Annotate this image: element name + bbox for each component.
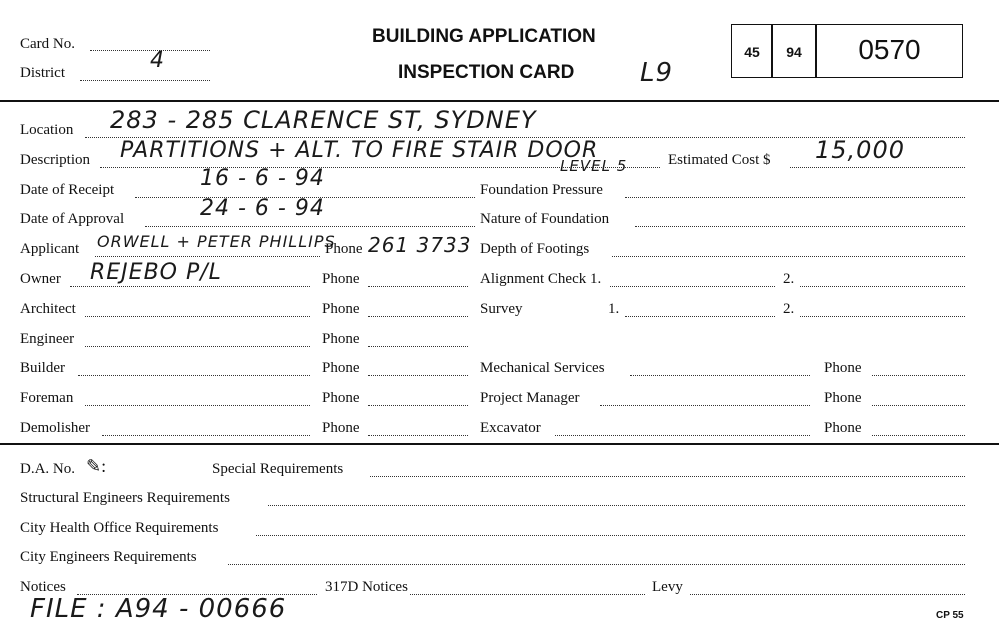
number-cell-3: 0570 [858, 34, 921, 65]
card-no-label: Card No. [20, 36, 75, 52]
survey-label: Survey [480, 301, 523, 317]
description-value: PARTITIONS + ALT. TO FIRE STAIR DOOR [120, 138, 599, 163]
survey-1: 1. [608, 301, 620, 317]
architect-phone-label: Phone [322, 301, 360, 317]
header-divider [0, 100, 999, 102]
owner-label: Owner [20, 271, 61, 287]
nature-foundation-label: Nature of Foundation [480, 211, 610, 227]
handwritten-code: L9 [640, 58, 674, 88]
approval-label: Date of Approval [20, 211, 125, 227]
mechanical-label: Mechanical Services [480, 360, 605, 376]
district-label: District [20, 65, 65, 81]
mechanical-phone-label: Phone [824, 360, 862, 376]
levy-label: Levy [652, 579, 683, 595]
special-label: Special Requirements [212, 461, 344, 477]
alignment-label: Alignment Check 1. [480, 271, 602, 287]
structural-label: Structural Engineers Requirements [20, 490, 230, 506]
depth-footings-label: Depth of Footings [480, 241, 590, 257]
foreman-label: Foreman [20, 390, 74, 406]
district-value: 4 [150, 48, 165, 73]
notices-label: Notices [20, 579, 66, 595]
location-value: 283 - 285 CLARENCE ST, SYDNEY [110, 106, 537, 134]
location-label: Location [20, 122, 74, 138]
title-line2: INSPECTION CARD [398, 62, 575, 83]
number-cell-2: 94 [786, 44, 802, 60]
project-manager-phone-label: Phone [824, 390, 862, 406]
excavator-label: Excavator [480, 420, 541, 436]
notices-317d-label: 317D Notices [325, 579, 408, 595]
demolisher-phone-label: Phone [322, 420, 360, 436]
receipt-value: 16 - 6 - 94 [200, 166, 325, 191]
applicant-label: Applicant [20, 241, 80, 257]
number-cell-1: 45 [744, 44, 760, 60]
applicant-value: ORWELL + PETER PHILLIPS [97, 232, 336, 251]
survey-2: 2. [783, 301, 795, 317]
excavator-phone-label: Phone [824, 420, 862, 436]
district-line [80, 80, 210, 81]
description-note: LEVEL 5 [560, 157, 628, 175]
project-manager-label: Project Manager [480, 390, 580, 406]
da-mark: ✎: [86, 456, 107, 476]
applicant-phone-label: Phone [325, 241, 363, 257]
description-label: Description [20, 152, 90, 168]
owner-value: REJEBO P/L [90, 260, 222, 285]
health-label: City Health Office Requirements [20, 520, 219, 536]
builder-phone-label: Phone [322, 360, 360, 376]
city-eng-label: City Engineers Requirements [20, 549, 197, 565]
title-line1: BUILDING APPLICATION [372, 26, 596, 47]
applicant-phone-value: 261 3733 [368, 233, 472, 257]
architect-label: Architect [20, 301, 76, 317]
foundation-pressure-label: Foundation Pressure [480, 182, 603, 198]
demolisher-label: Demolisher [20, 420, 90, 436]
alignment-2: 2. [783, 271, 795, 287]
approval-value: 24 - 6 - 94 [200, 196, 325, 221]
owner-phone-label: Phone [322, 271, 360, 287]
builder-label: Builder [20, 360, 65, 376]
receipt-label: Date of Receipt [20, 182, 115, 198]
file-number: FILE : A94 - 00666 [30, 594, 287, 624]
estimated-cost-value: 15,000 [815, 136, 905, 164]
engineer-phone-label: Phone [322, 331, 360, 347]
form-code: CP 55 [936, 610, 964, 621]
estimated-cost-label: Estimated Cost $ [668, 152, 771, 168]
da-no-label: D.A. No. [20, 461, 75, 477]
bottom-divider [0, 443, 999, 445]
foreman-phone-label: Phone [322, 390, 360, 406]
engineer-label: Engineer [20, 331, 75, 347]
